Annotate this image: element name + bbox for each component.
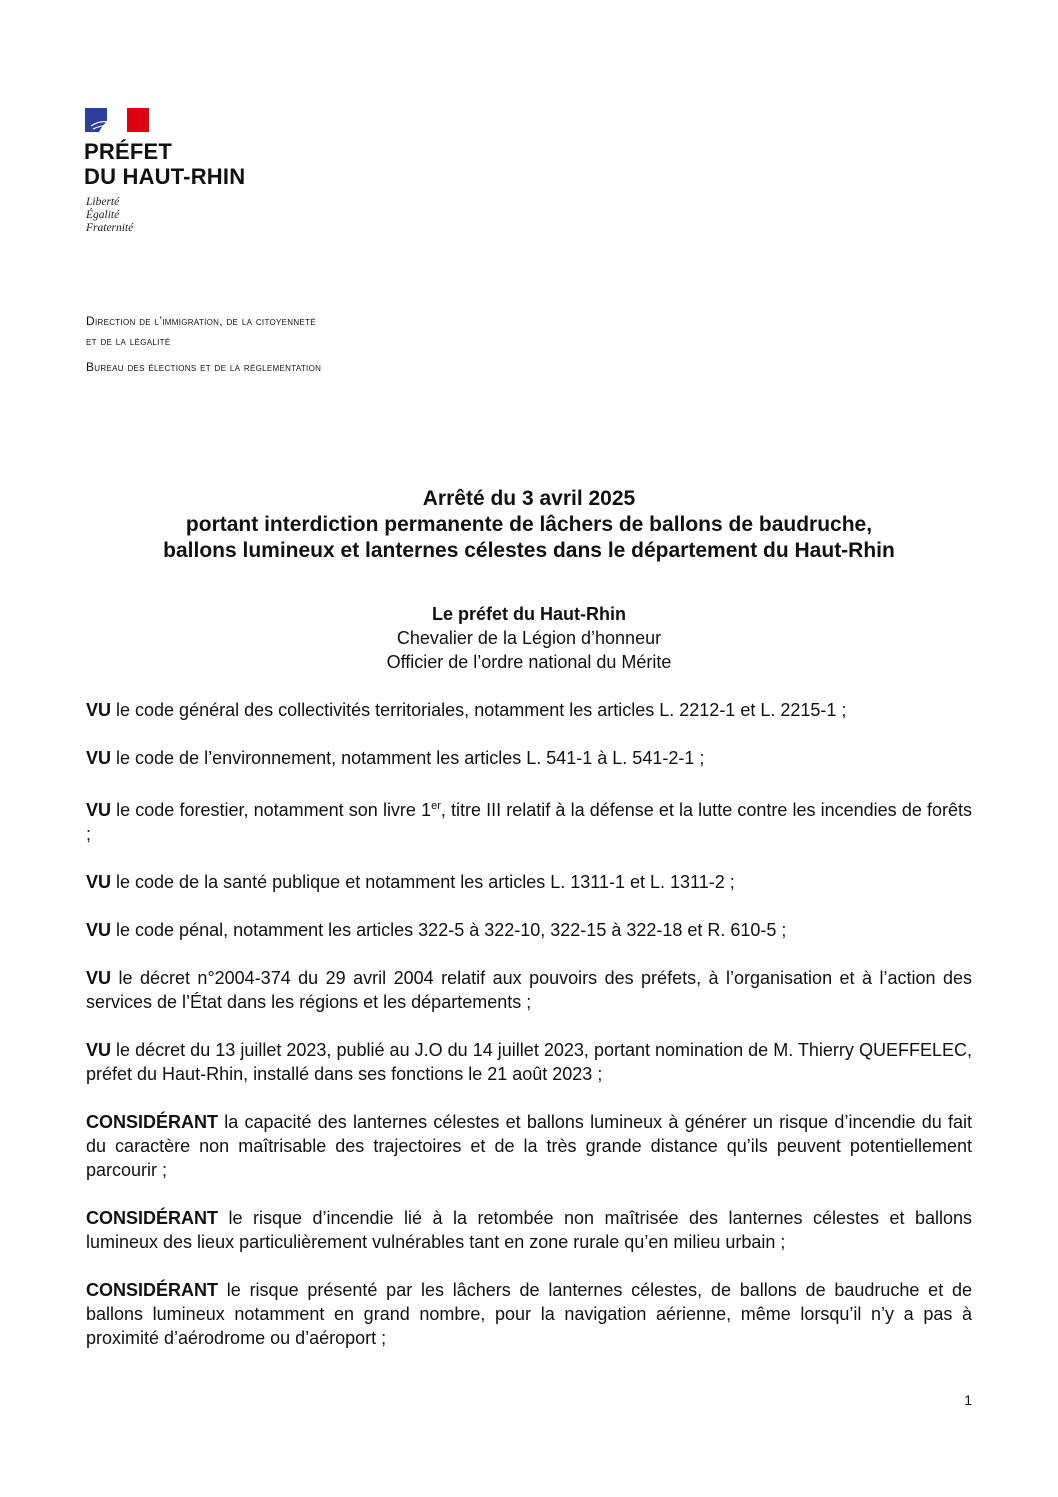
page-number: 1 <box>964 1392 972 1408</box>
paragraph-vu-5 <box>86 918 972 942</box>
paragraph-considerant-1 <box>86 1110 972 1182</box>
paragraph-text: la capacité des lanternes célestes et ballons lumineux à générer un risque d’incendie du fait du caractère non maîtrisable des trajectoires et de la très grande distance qu’ils peuvent potentiellement parcourir ; <box>86 1112 972 1180</box>
paragraph-text: le code de la santé publique et notamment les articles L. 1311-1 et L. 1311-2 ; <box>111 872 735 892</box>
prefecture-line-1: PRÉFET <box>84 139 172 164</box>
direction-line-1: Direction de l’immigration, de la citoyenneté <box>86 314 316 328</box>
title-line-2: portant interdiction permanente de lâchers de ballons de baudruche, <box>185 513 873 536</box>
motto-egalite: Égalité <box>86 209 120 221</box>
paragraph-vu-2 <box>86 746 972 770</box>
motto-liberte: Liberté <box>86 196 120 208</box>
direction-line-2: et de la légalité <box>86 334 171 348</box>
paragraph-text: le risque présenté par les lâchers de lanternes célestes, de ballons de baudruche et de ballons lumineux notamment en grand nombre, pour la navigation aérienne, même lorsqu’il n’y a pas à proximité d’aérodrome ou d’aéroport ; <box>86 1280 972 1348</box>
paragraph-vu-4 <box>86 870 972 894</box>
paragraph-keyword: VU <box>86 872 112 892</box>
title-line-1: Arrêté du 3 avril 2025 <box>422 487 636 510</box>
paragraph-text: le code forestier, notamment son livre 1 <box>111 800 432 820</box>
prefect-distinction-2: Officier de l’ordre national du Mérite <box>386 652 672 672</box>
prefect-name: Le préfet du Haut-Rhin <box>432 604 626 624</box>
paragraph-keyword: VU <box>86 748 112 768</box>
paragraph-vu-1 <box>86 698 972 722</box>
motto-fraternite: Fraternité <box>86 222 134 234</box>
document-title <box>60 486 998 564</box>
flag-red-band <box>127 108 149 132</box>
paragraph-keyword: VU <box>86 1040 112 1060</box>
paragraph-keyword: CONSIDÉRANT <box>86 1112 219 1132</box>
paragraph-text: le décret du 13 juillet 2023, publié au J.O du 14 juillet 2023, portant nomination de M. Thierry QUEFFELEC, préfet du Haut-Rhin, installé dans ses fonctions le 21 août 2023 ; <box>86 1040 972 1084</box>
paragraph-vu-3 <box>86 794 972 846</box>
paragraph-keyword: CONSIDÉRANT <box>86 1280 219 1300</box>
paragraph-keyword: VU <box>86 800 112 820</box>
document-body <box>86 698 972 1350</box>
paragraph-vu-6 <box>86 966 972 1014</box>
issuing-service <box>86 310 321 378</box>
prefecture-name <box>84 139 245 189</box>
paragraph-keyword: VU <box>86 920 112 940</box>
paragraph-superscript: er <box>431 800 441 812</box>
paragraph-text-continued: , titre III relatif à la défense et la lutte contre les incendies de forêts ; <box>86 800 972 844</box>
paragraph-text: le code pénal, notamment les articles 322-5 à 322-10, 322-15 à 322-18 et R. 610-5 ; <box>111 920 787 940</box>
republic-motto <box>86 196 133 235</box>
paragraph-keyword: CONSIDÉRANT <box>86 1208 219 1228</box>
paragraph-text: le décret n°2004-374 du 29 avril 2004 relatif aux pouvoirs des préfets, à l’organisation et à l’action des services de l’État dans les régions et les départements ; <box>86 968 972 1012</box>
paragraph-text: le code de l’environnement, notamment les articles L. 541-1 à L. 541-2-1 ; <box>111 748 705 768</box>
title-line-3: ballons lumineux et lanternes célestes dans le département du Haut-Rhin <box>163 539 895 562</box>
prefect-distinction-1: Chevalier de la Légion d’honneur <box>396 628 662 648</box>
paragraph-text: le risque d’incendie lié à la retombée non maîtrisée des lanternes célestes et ballons lumineux des lieux particulièrement vulnérables tant en zone rurale qu’en milieu urbain ; <box>86 1208 972 1252</box>
paragraph-keyword: VU <box>86 968 112 988</box>
paragraph-keyword: VU <box>86 700 112 720</box>
paragraph-vu-7 <box>86 1038 972 1086</box>
marianne-logo <box>85 108 149 132</box>
prefect-identity <box>60 602 998 674</box>
paragraph-text: le code général des collectivités territoriales, notamment les articles L. 2212-1 et L. 2215-1 ; <box>111 700 847 720</box>
bureau-line: Bureau des élections et de la réglementation <box>86 360 322 374</box>
paragraph-considerant-3 <box>86 1278 972 1350</box>
paragraph-considerant-2 <box>86 1206 972 1254</box>
prefecture-line-2: DU HAUT-RHIN <box>84 164 246 189</box>
